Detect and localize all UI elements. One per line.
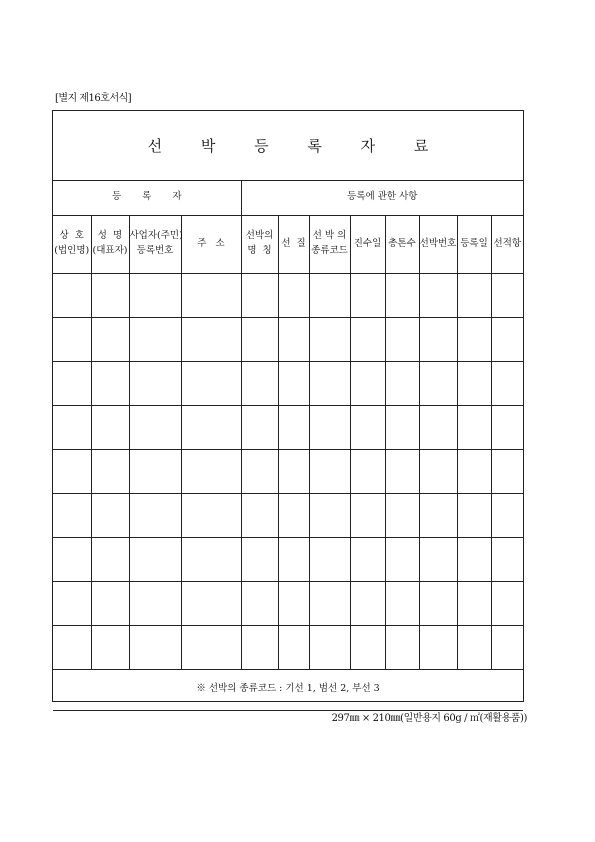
entry-cell[interactable] (457, 405, 491, 449)
entry-cell[interactable] (91, 581, 129, 625)
table-row (53, 581, 523, 625)
entry-cell[interactable] (385, 581, 419, 625)
column-header-line: 선박번호 (419, 237, 457, 249)
entry-cell[interactable] (181, 449, 241, 493)
entry-cell[interactable] (53, 537, 91, 581)
entry-cell[interactable] (419, 493, 457, 537)
entry-cell[interactable] (309, 317, 350, 361)
vessel-type-code-note: ※ 선박의 종류코드 : 기선 1, 범선 2, 부선 3 (53, 669, 523, 710)
registration-group-header: 등록에 관한 사항 (241, 181, 523, 215)
entry-cell[interactable] (181, 317, 241, 361)
entry-cell[interactable] (491, 361, 523, 405)
entry-cell[interactable] (350, 581, 385, 625)
entry-cell[interactable] (419, 449, 457, 493)
entry-cell[interactable] (385, 493, 419, 537)
column-header (91, 215, 129, 273)
entry-cell[interactable] (278, 405, 309, 449)
column-header-line: 등록번호 (136, 245, 174, 256)
entry-cell[interactable] (350, 405, 385, 449)
entry-cell[interactable] (129, 273, 181, 317)
entry-cell[interactable] (278, 625, 309, 669)
entry-cell[interactable] (350, 273, 385, 317)
entry-cell[interactable] (129, 361, 181, 405)
table-row (53, 493, 523, 537)
table-row (53, 625, 523, 669)
entry-cell[interactable] (278, 273, 309, 317)
entry-cell[interactable] (278, 493, 309, 537)
entry-cell[interactable] (241, 405, 278, 449)
column-header (419, 215, 457, 273)
entry-cell[interactable] (350, 537, 385, 581)
entry-cell[interactable] (491, 449, 523, 493)
table-row (53, 317, 523, 361)
entry-cell[interactable] (457, 493, 491, 537)
entry-cell[interactable] (457, 273, 491, 317)
entry-cell[interactable] (241, 273, 278, 317)
entry-cell[interactable] (241, 493, 278, 537)
form-frame (52, 110, 524, 702)
entry-cell[interactable] (181, 405, 241, 449)
entry-cell[interactable] (385, 625, 419, 669)
entry-cell[interactable] (419, 361, 457, 405)
column-header (129, 215, 181, 273)
entry-cell[interactable] (457, 361, 491, 405)
entry-cell[interactable] (129, 449, 181, 493)
column-header-line: 선적항 (493, 237, 522, 249)
entry-cell[interactable] (241, 581, 278, 625)
entry-cell[interactable] (278, 537, 309, 581)
entry-cell[interactable] (53, 273, 91, 317)
entry-cell[interactable] (491, 273, 523, 317)
entry-cell[interactable] (491, 625, 523, 669)
entry-cell[interactable] (309, 449, 350, 493)
entry-cell[interactable] (309, 581, 350, 625)
entry-cell[interactable] (53, 317, 91, 361)
entry-cell[interactable] (91, 537, 129, 581)
entry-cell[interactable] (491, 537, 523, 581)
entry-cell[interactable] (129, 581, 181, 625)
entry-cell[interactable] (385, 449, 419, 493)
entry-cell[interactable] (53, 449, 91, 493)
entry-cell[interactable] (53, 493, 91, 537)
entry-cell[interactable] (53, 581, 91, 625)
entry-cell[interactable] (457, 317, 491, 361)
entry-cell[interactable] (457, 449, 491, 493)
entry-cell[interactable] (457, 537, 491, 581)
column-header-line: 총톤수 (388, 237, 416, 249)
entry-cell[interactable] (241, 625, 278, 669)
column-header-line: 선 질 (281, 237, 306, 249)
entry-cell[interactable] (278, 449, 309, 493)
entry-cell[interactable] (53, 625, 91, 669)
entry-cell[interactable] (350, 493, 385, 537)
entry-cell[interactable] (419, 317, 457, 361)
column-header-line: 종류코드 (311, 245, 348, 256)
entry-cell[interactable] (129, 493, 181, 537)
paper-spec: 297㎜ × 210㎜(일반용지 60g / ㎡(재활용품)) (331, 713, 527, 724)
column-header (457, 215, 491, 273)
form-title: 선 박 등 록 자 료 (53, 111, 523, 181)
entry-cell[interactable] (491, 493, 523, 537)
entry-cell[interactable] (129, 625, 181, 669)
column-header (278, 215, 309, 273)
table-row (53, 449, 523, 493)
entry-cell[interactable] (53, 405, 91, 449)
entry-cell[interactable] (419, 625, 457, 669)
entry-cell[interactable] (309, 273, 350, 317)
entry-cell[interactable] (309, 537, 350, 581)
column-header (181, 215, 241, 273)
entry-cell[interactable] (181, 361, 241, 405)
entry-cell[interactable] (278, 581, 309, 625)
registration-table (53, 181, 523, 711)
entry-cell[interactable] (491, 317, 523, 361)
entry-cell[interactable] (53, 361, 91, 405)
column-header-line: 사업자(주민) (129, 230, 183, 242)
entry-cell[interactable] (91, 273, 129, 317)
table-row (53, 405, 523, 449)
column-header-line: 상 호 (59, 230, 84, 242)
entry-cell[interactable] (129, 537, 181, 581)
entry-cell[interactable] (278, 361, 309, 405)
entry-cell[interactable] (419, 273, 457, 317)
table-row (53, 361, 523, 405)
entry-cell[interactable] (385, 273, 419, 317)
entry-cell[interactable] (457, 625, 491, 669)
entry-cell[interactable] (278, 317, 309, 361)
entry-cell[interactable] (181, 537, 241, 581)
entry-cell[interactable] (419, 405, 457, 449)
entry-cell[interactable] (350, 361, 385, 405)
form-number-label: [별지 제16호서식] (55, 93, 132, 104)
column-header-line: 성 명 (97, 230, 123, 242)
entry-cell[interactable] (350, 449, 385, 493)
entry-cell[interactable] (385, 405, 419, 449)
entry-cell[interactable] (419, 581, 457, 625)
entry-cell[interactable] (181, 273, 241, 317)
entry-cell[interactable] (129, 405, 181, 449)
column-header-line: 진수일 (353, 237, 382, 249)
column-header (491, 215, 523, 273)
entry-cell[interactable] (241, 317, 278, 361)
entry-cell[interactable] (241, 449, 278, 493)
table-row (53, 273, 523, 317)
registrant-group-header: 등 록 자 (53, 181, 241, 215)
entry-cell[interactable] (457, 581, 491, 625)
entry-cell[interactable] (309, 625, 350, 669)
entry-cell[interactable] (309, 405, 350, 449)
entry-cell[interactable] (181, 493, 241, 537)
column-header-line: 등록일 (460, 237, 488, 249)
entry-cell[interactable] (181, 581, 241, 625)
entry-cell[interactable] (181, 625, 241, 669)
column-header-line: 선 박 의 (312, 230, 347, 242)
entry-cell[interactable] (491, 581, 523, 625)
column-header (309, 215, 350, 273)
column-header (53, 215, 91, 273)
table-row (53, 537, 523, 581)
entry-cell[interactable] (91, 625, 129, 669)
column-header (350, 215, 385, 273)
entry-cell[interactable] (91, 449, 129, 493)
entry-cell[interactable] (491, 405, 523, 449)
entry-cell[interactable] (129, 317, 181, 361)
entry-cell[interactable] (350, 317, 385, 361)
column-header-line: 명 칭 (247, 245, 272, 256)
entry-cell[interactable] (241, 537, 278, 581)
entry-cell[interactable] (385, 317, 419, 361)
entry-cell[interactable] (241, 361, 278, 405)
column-header-line: (법인명) (54, 245, 90, 256)
entry-cell[interactable] (385, 537, 419, 581)
column-header (241, 215, 278, 273)
entry-cell[interactable] (350, 625, 385, 669)
entry-cell[interactable] (91, 317, 129, 361)
entry-cell[interactable] (91, 493, 129, 537)
column-header-line: 주 소 (197, 237, 225, 249)
column-header-line: (대표자) (92, 245, 128, 256)
entry-cell[interactable] (419, 537, 457, 581)
entry-cell[interactable] (309, 493, 350, 537)
column-header (385, 215, 419, 273)
entry-cell[interactable] (91, 361, 129, 405)
column-header-line: 선박의 (245, 230, 274, 242)
entry-cell[interactable] (91, 405, 129, 449)
entry-cell[interactable] (385, 361, 419, 405)
entry-cell[interactable] (309, 361, 350, 405)
